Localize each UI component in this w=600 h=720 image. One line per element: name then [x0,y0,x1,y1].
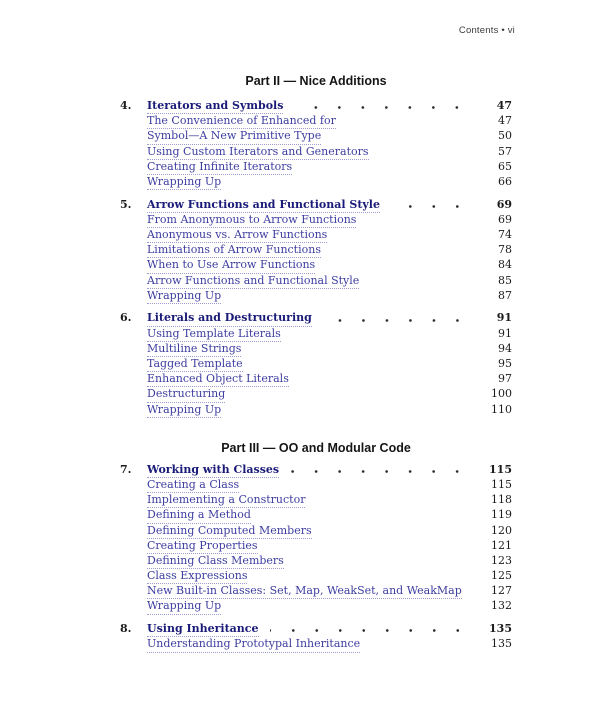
section-title-link[interactable]: New Built-in Classes: Set, Map, WeakSet, and WeakMap [147,583,462,599]
chapter-number: 5. [120,197,132,211]
chapter-sections [120,636,512,651]
section-page-number: 127 [491,584,512,598]
toc-section-row [120,326,512,341]
toc-section-row [120,212,512,227]
section-title-link[interactable]: Enhanced Object Literals [147,371,289,387]
section-title-link[interactable]: Wrapping Up [147,288,221,304]
section-page-number: 94 [498,341,512,355]
toc-section-row [120,538,512,553]
toc-section-row [120,288,512,303]
toc-section-row [120,128,512,143]
section-title-link[interactable]: Defining Class Members [147,553,284,569]
toc-chapter-row [120,197,512,212]
section-page-number: 120 [491,523,512,537]
section-page-number: 50 [498,129,512,143]
chapter-sections [120,113,512,189]
toc-section-row [120,273,512,288]
section-page-number: 69 [498,212,512,226]
section-title-link[interactable]: Defining a Method [147,507,251,523]
chapter-page-number: 91 [496,311,512,325]
toc-section-row [120,257,512,272]
toc-section-row [120,356,512,371]
toc-section-row [120,341,512,356]
section-title-link[interactable]: Creating Properties [147,538,258,554]
section-page-number: 91 [498,326,512,340]
table-of-contents [120,0,512,659]
section-page-number: 100 [491,387,512,401]
toc-section-row [120,227,512,242]
section-title-link[interactable]: Limitations of Arrow Functions [147,242,321,258]
section-title-link[interactable]: From Anonymous to Arrow Functions [147,212,356,228]
section-page-number: 132 [491,599,512,613]
chapter-number: 6. [120,311,132,325]
running-header: Contents • vi [458,25,515,36]
toc-section-row [120,553,512,568]
toc-section-row [120,402,512,417]
chapter-group [120,310,512,416]
section-title-link[interactable]: Symbol—A New Primitive Type [147,128,321,144]
dot-leader [391,197,469,212]
toc-section-row [120,386,512,401]
part-section [120,74,512,417]
section-page-number: 97 [498,372,512,386]
section-title-link[interactable]: Wrapping Up [147,402,221,418]
toc-section-row [120,568,512,583]
section-title-link[interactable]: Creating a Class [147,477,239,493]
chapter-sections [120,212,512,303]
toc-section-row [120,174,512,189]
toc-section-row [120,636,512,651]
section-page-number: 118 [491,493,512,507]
section-title-link[interactable]: Using Custom Iterators and Generators [147,144,369,160]
toc-section-row [120,523,512,538]
chapter-group [120,621,512,651]
dot-leader [294,98,469,113]
section-title-link[interactable]: The Convenience of Enhanced for [147,113,336,129]
toc-section-row [120,242,512,257]
section-page-number: 95 [498,357,512,370]
part-heading: Part II — Nice Additions [245,74,387,88]
toc-section-row [120,159,512,174]
section-title-link[interactable]: Using Template Literals [147,326,281,342]
section-title-link[interactable]: Implementing a Constructor [147,492,305,508]
chapter-title-link[interactable]: Arrow Functions and Functional Style [147,197,380,213]
chapter-page-number: 115 [489,462,512,476]
toc-section-row [120,583,512,598]
dot-leader [323,310,469,325]
section-page-number: 74 [498,228,512,241]
section-page-number: 84 [498,258,512,272]
section-title-link[interactable]: Arrow Functions and Functional Style [147,273,359,289]
section-page-number: 47 [498,114,512,128]
toc-chapter-row [120,98,512,113]
section-page-number: 66 [498,174,512,188]
section-page-number: 87 [498,288,512,302]
section-page-number: 135 [491,637,512,651]
part-section [120,441,512,652]
chapter-page-number: 135 [489,622,512,636]
toc-section-row [120,507,512,522]
toc-section-row [120,113,512,128]
chapter-number: 7. [120,462,132,476]
part-chapters [120,462,512,652]
section-page-number: 119 [491,508,512,522]
section-title-link[interactable]: Creating Infinite Iterators [147,159,292,175]
part-heading: Part III — OO and Modular Code [221,440,411,455]
section-title-link[interactable]: Wrapping Up [147,598,221,614]
section-title-link[interactable]: Class Expressions [147,568,247,584]
section-title-link[interactable]: Destructuring [147,386,225,402]
toc-section-row [120,477,512,492]
chapter-number: 4. [120,99,132,112]
toc-section-row [120,492,512,507]
chapter-title-link[interactable]: Working with Classes [147,462,279,478]
chapter-sections [120,326,512,417]
section-page-number: 110 [491,402,512,416]
toc-chapter-row [120,310,512,325]
chapter-group [120,462,512,614]
part-chapters [120,98,512,417]
chapter-page-number: 69 [496,197,512,211]
chapter-sections [120,477,512,614]
toc-section-row [120,598,512,613]
chapter-title-link[interactable]: Using Inheritance [147,621,259,637]
chapter-number: 8. [120,622,132,636]
chapter-group [120,98,512,189]
chapter-title-link[interactable]: Iterators and Symbols [147,98,283,114]
section-page-number: 57 [498,144,512,158]
section-title-link[interactable]: Multiline Strings [147,341,241,357]
section-page-number: 121 [491,538,512,552]
chapter-title-link[interactable]: Literals and Destructuring [147,310,312,326]
section-page-number: 115 [491,477,512,491]
section-page-number: 123 [491,553,512,567]
section-title-link[interactable]: Anonymous vs. Arrow Functions [147,227,327,243]
section-title-link[interactable]: Wrapping Up [147,174,221,190]
section-page-number: 85 [498,273,512,287]
dot-leader [290,462,469,477]
dot-leader [270,621,470,636]
section-page-number: 65 [498,159,512,173]
chapter-page-number: 47 [496,99,512,112]
toc-chapter-row [120,621,512,636]
toc-section-row [120,144,512,159]
section-title-link[interactable]: Tagged Template [147,356,243,372]
chapter-group [120,197,512,303]
section-title-link[interactable]: Understanding Prototypal Inheritance [147,636,360,652]
section-title-link[interactable]: Defining Computed Members [147,523,312,539]
toc-chapter-row [120,462,512,477]
section-page-number: 78 [498,243,512,257]
section-title-link[interactable]: When to Use Arrow Functions [147,257,315,273]
toc-section-row [120,371,512,386]
section-page-number: 125 [491,569,512,583]
